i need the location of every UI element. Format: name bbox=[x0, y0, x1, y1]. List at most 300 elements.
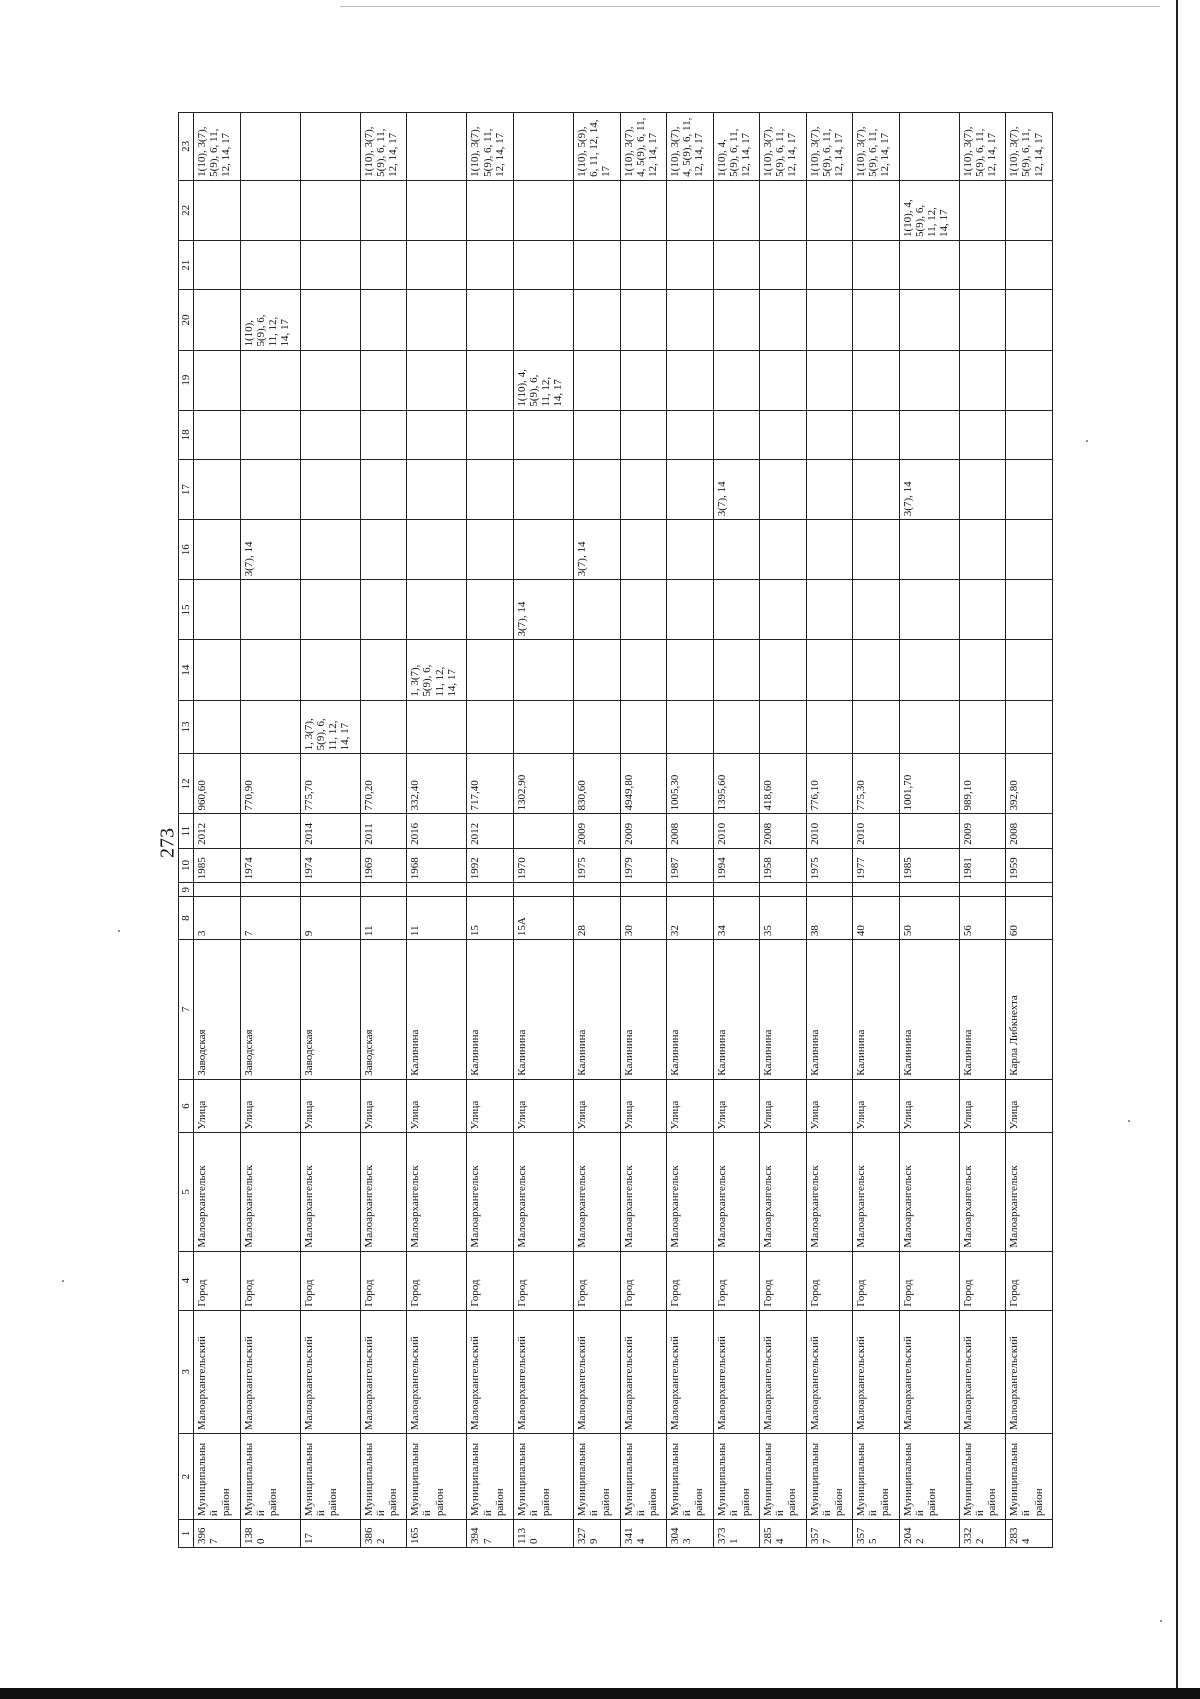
cell-col-21 bbox=[360, 240, 407, 289]
table-row bbox=[407, 113, 467, 1548]
cell-col-18 bbox=[667, 410, 714, 459]
cell-col-10: 1970 bbox=[513, 848, 573, 882]
cell-col-18 bbox=[407, 410, 467, 459]
cell-col-17: 3(7), 14 bbox=[713, 460, 760, 520]
cell-col-16 bbox=[620, 520, 667, 580]
column-number-7: 7 bbox=[179, 940, 194, 1080]
cell-col-9 bbox=[620, 883, 667, 897]
cell-col-5: Малоархангельск bbox=[300, 1133, 360, 1251]
cell-col-16: 3(7), 14 bbox=[574, 520, 621, 580]
cell-col-7: Заводская bbox=[360, 940, 407, 1080]
cell-col-22 bbox=[667, 180, 714, 240]
cell-col-10: 1987 bbox=[667, 848, 714, 882]
cell-col-12: 1001,70 bbox=[899, 754, 959, 814]
cell-col-13 bbox=[760, 700, 807, 754]
column-number-10: 10 bbox=[179, 848, 194, 882]
cell-col-21 bbox=[300, 240, 360, 289]
cell-col-21 bbox=[667, 240, 714, 289]
cell-col-14 bbox=[899, 640, 959, 700]
cell-col-13 bbox=[513, 700, 573, 754]
cell-col-4: Город bbox=[513, 1251, 573, 1310]
cell-col-5: Малоархангельск bbox=[467, 1133, 514, 1251]
cell-col-23: 1(10), 3(7), 5(9), 6, 11, 12, 14, 17 bbox=[806, 113, 853, 181]
cell-col-21 bbox=[240, 240, 300, 289]
cell-col-14 bbox=[853, 640, 900, 700]
cell-col-19 bbox=[959, 350, 1006, 410]
cell-col-10: 1968 bbox=[407, 848, 467, 882]
cell-col-1: 3279 bbox=[574, 1520, 621, 1548]
cell-col-5: Малоархангельск bbox=[1006, 1133, 1053, 1251]
cell-col-8: 30 bbox=[620, 897, 667, 940]
cell-col-23: 1(10), 3(7), 4, 5(9), 6, 11, 12, 14, 17 bbox=[667, 113, 714, 181]
cell-col-16: 3(7), 14 bbox=[240, 520, 300, 580]
cell-col-6: Улица bbox=[899, 1079, 959, 1133]
column-number-8: 8 bbox=[179, 897, 194, 940]
cell-col-11: 2009 bbox=[620, 814, 667, 848]
cell-col-22 bbox=[467, 180, 514, 240]
cell-col-12: 332,40 bbox=[407, 754, 467, 814]
table-row bbox=[667, 113, 714, 1548]
cell-col-7: Заводская bbox=[240, 940, 300, 1080]
cell-col-23 bbox=[300, 113, 360, 181]
cell-col-5: Малоархангельск bbox=[194, 1133, 241, 1251]
cell-col-3: Малоархангельский bbox=[574, 1310, 621, 1434]
cell-col-16 bbox=[853, 520, 900, 580]
cell-col-20 bbox=[620, 290, 667, 350]
cell-col-15 bbox=[574, 580, 621, 640]
cell-col-14 bbox=[760, 640, 807, 700]
cell-col-4: Город bbox=[574, 1251, 621, 1310]
cell-col-12: 392,80 bbox=[1006, 754, 1053, 814]
cell-col-23 bbox=[513, 113, 573, 181]
cell-col-8: 28 bbox=[574, 897, 621, 940]
cell-col-3: Малоархангельский bbox=[467, 1310, 514, 1434]
cell-col-8: 11 bbox=[360, 897, 407, 940]
cell-col-19 bbox=[806, 350, 853, 410]
cell-col-20 bbox=[899, 290, 959, 350]
cell-col-5: Малоархангельск bbox=[899, 1133, 959, 1251]
cell-col-11: 2009 bbox=[574, 814, 621, 848]
cell-col-6: Улица bbox=[240, 1079, 300, 1133]
cell-col-4: Город bbox=[806, 1251, 853, 1310]
cell-col-17 bbox=[194, 460, 241, 520]
table-body bbox=[194, 113, 1053, 1548]
cell-col-21 bbox=[713, 240, 760, 289]
cell-col-14 bbox=[360, 640, 407, 700]
cell-col-19 bbox=[1006, 350, 1053, 410]
cell-col-6: Улица bbox=[513, 1079, 573, 1133]
column-number-9: 9 bbox=[179, 883, 194, 897]
table-row bbox=[300, 113, 360, 1548]
column-number-6: 6 bbox=[179, 1079, 194, 1133]
cell-col-19 bbox=[240, 350, 300, 410]
cell-col-10: 1985 bbox=[899, 848, 959, 882]
cell-col-7: Калинина bbox=[620, 940, 667, 1080]
cell-col-15 bbox=[853, 580, 900, 640]
cell-col-8: 50 bbox=[899, 897, 959, 940]
cell-col-15 bbox=[407, 580, 467, 640]
cell-col-20 bbox=[853, 290, 900, 350]
cell-col-17 bbox=[467, 460, 514, 520]
table-row bbox=[574, 113, 621, 1548]
cell-col-5: Малоархангельск bbox=[713, 1133, 760, 1251]
cell-col-16 bbox=[194, 520, 241, 580]
cell-col-6: Улица bbox=[1006, 1079, 1053, 1133]
cell-col-1: 3414 bbox=[620, 1520, 667, 1548]
cell-col-2: Муниципальный район bbox=[806, 1434, 853, 1520]
cell-col-20: 1(10), 5(9), 6, 11, 12, 14, 17 bbox=[240, 290, 300, 350]
cell-col-18 bbox=[899, 410, 959, 459]
cell-col-14 bbox=[574, 640, 621, 700]
cell-col-9 bbox=[1006, 883, 1053, 897]
cell-col-1: 3577 bbox=[806, 1520, 853, 1548]
cell-col-1: 2834 bbox=[1006, 1520, 1053, 1548]
cell-col-19 bbox=[300, 350, 360, 410]
cell-col-22 bbox=[194, 180, 241, 240]
cell-col-1: 3043 bbox=[667, 1520, 714, 1548]
column-number-3: 3 bbox=[179, 1310, 194, 1434]
cell-col-5: Малоархангельск bbox=[360, 1133, 407, 1251]
cell-col-17 bbox=[360, 460, 407, 520]
cell-col-2: Муниципальный район bbox=[467, 1434, 514, 1520]
cell-col-1: 1130 bbox=[513, 1520, 573, 1548]
cell-col-10: 1974 bbox=[300, 848, 360, 882]
cell-col-16 bbox=[360, 520, 407, 580]
cell-col-1: 3862 bbox=[360, 1520, 407, 1548]
cell-col-7: Калинина bbox=[407, 940, 467, 1080]
cell-col-6: Улица bbox=[194, 1079, 241, 1133]
cell-col-9 bbox=[959, 883, 1006, 897]
cell-col-12: 1395,60 bbox=[713, 754, 760, 814]
cell-col-1: 3947 bbox=[467, 1520, 514, 1548]
cell-col-10: 1975 bbox=[574, 848, 621, 882]
cell-col-19: 1(10), 4, 5(9), 6, 11, 12, 14, 17 bbox=[513, 350, 573, 410]
cell-col-16 bbox=[713, 520, 760, 580]
cell-col-17 bbox=[959, 460, 1006, 520]
cell-col-13 bbox=[806, 700, 853, 754]
cell-col-19 bbox=[853, 350, 900, 410]
cell-col-9 bbox=[300, 883, 360, 897]
cell-col-16 bbox=[467, 520, 514, 580]
cell-col-4: Город bbox=[467, 1251, 514, 1310]
cell-col-20 bbox=[959, 290, 1006, 350]
cell-col-4: Город bbox=[853, 1251, 900, 1310]
cell-col-8: 32 bbox=[667, 897, 714, 940]
column-number-15: 15 bbox=[179, 580, 194, 640]
cell-col-14 bbox=[806, 640, 853, 700]
cell-col-6: Улица bbox=[667, 1079, 714, 1133]
cell-col-18 bbox=[713, 410, 760, 459]
cell-col-2: Муниципальный район bbox=[853, 1434, 900, 1520]
cell-col-11: 2014 bbox=[300, 814, 360, 848]
cell-col-18 bbox=[360, 410, 407, 459]
cell-col-15 bbox=[620, 580, 667, 640]
table-row bbox=[467, 113, 514, 1548]
cell-col-23: 1(10), 3(7), 5(9), 6, 11, 12, 14, 17 bbox=[760, 113, 807, 181]
cell-col-6: Улица bbox=[360, 1079, 407, 1133]
cell-col-15 bbox=[1006, 580, 1053, 640]
cell-col-19 bbox=[407, 350, 467, 410]
column-number-23: 23 bbox=[179, 113, 194, 181]
cell-col-16 bbox=[300, 520, 360, 580]
cell-col-22 bbox=[1006, 180, 1053, 240]
cell-col-20 bbox=[467, 290, 514, 350]
cell-col-16 bbox=[806, 520, 853, 580]
cell-col-14 bbox=[513, 640, 573, 700]
cell-col-14 bbox=[1006, 640, 1053, 700]
cell-col-1: 3731 bbox=[713, 1520, 760, 1548]
cell-col-18 bbox=[194, 410, 241, 459]
column-number-4: 4 bbox=[179, 1251, 194, 1310]
cell-col-7: Калинина bbox=[853, 940, 900, 1080]
cell-col-13 bbox=[667, 700, 714, 754]
cell-col-2: Муниципальный район bbox=[620, 1434, 667, 1520]
cell-col-16 bbox=[760, 520, 807, 580]
cell-col-8: 7 bbox=[240, 897, 300, 940]
cell-col-4: Город bbox=[899, 1251, 959, 1310]
cell-col-22 bbox=[713, 180, 760, 240]
cell-col-7: Калинина bbox=[467, 940, 514, 1080]
cell-col-13 bbox=[713, 700, 760, 754]
cell-col-1: 3967 bbox=[194, 1520, 241, 1548]
cell-col-13 bbox=[959, 700, 1006, 754]
column-number-5: 5 bbox=[179, 1133, 194, 1251]
scan-right-edge bbox=[1176, 0, 1178, 1699]
cell-col-21 bbox=[1006, 240, 1053, 289]
cell-col-11: 2008 bbox=[1006, 814, 1053, 848]
cell-col-20 bbox=[513, 290, 573, 350]
cell-col-23: 1(10), 3(7), 4, 5(9), 6, 11, 12, 14, 17 bbox=[620, 113, 667, 181]
cell-col-10: 1958 bbox=[760, 848, 807, 882]
cell-col-9 bbox=[760, 883, 807, 897]
cell-col-12: 1005,30 bbox=[667, 754, 714, 814]
cell-col-2: Муниципальный район bbox=[240, 1434, 300, 1520]
cell-col-14: 1, 3(7), 5(9), 6, 11, 12, 14, 17 bbox=[407, 640, 467, 700]
cell-col-20 bbox=[1006, 290, 1053, 350]
cell-col-8: 38 bbox=[806, 897, 853, 940]
cell-col-19 bbox=[667, 350, 714, 410]
cell-col-15 bbox=[194, 580, 241, 640]
cell-col-17: 3(7), 14 bbox=[899, 460, 959, 520]
column-number-19: 19 bbox=[179, 350, 194, 410]
cell-col-23: 1(10), 3(7), 5(9), 6, 11, 12, 14, 17 bbox=[360, 113, 407, 181]
cell-col-21 bbox=[959, 240, 1006, 289]
cell-col-16 bbox=[959, 520, 1006, 580]
cell-col-7: Заводская bbox=[194, 940, 241, 1080]
cell-col-11 bbox=[240, 814, 300, 848]
column-number-11: 11 bbox=[179, 814, 194, 848]
cell-col-21 bbox=[407, 240, 467, 289]
cell-col-22 bbox=[360, 180, 407, 240]
column-number-2: 2 bbox=[179, 1434, 194, 1520]
cell-col-3: Малоархангельский bbox=[853, 1310, 900, 1434]
cell-col-6: Улица bbox=[574, 1079, 621, 1133]
cell-col-23 bbox=[899, 113, 959, 181]
cell-col-12: 418,60 bbox=[760, 754, 807, 814]
cell-col-12: 960,60 bbox=[194, 754, 241, 814]
cell-col-19 bbox=[574, 350, 621, 410]
cell-col-8: 35 bbox=[760, 897, 807, 940]
cell-col-18 bbox=[620, 410, 667, 459]
cell-col-21 bbox=[194, 240, 241, 289]
table-row bbox=[240, 113, 300, 1548]
cell-col-23 bbox=[240, 113, 300, 181]
cell-col-2: Муниципальный район bbox=[959, 1434, 1006, 1520]
cell-col-3: Малоархангельский bbox=[959, 1310, 1006, 1434]
cell-col-9 bbox=[806, 883, 853, 897]
cell-col-16 bbox=[407, 520, 467, 580]
cell-col-3: Малоархангельский bbox=[620, 1310, 667, 1434]
cell-col-18 bbox=[300, 410, 360, 459]
cell-col-14 bbox=[959, 640, 1006, 700]
cell-col-11: 2012 bbox=[467, 814, 514, 848]
cell-col-21 bbox=[853, 240, 900, 289]
cell-col-9 bbox=[513, 883, 573, 897]
cell-col-15 bbox=[713, 580, 760, 640]
cell-col-1: 3322 bbox=[959, 1520, 1006, 1548]
cell-col-17 bbox=[513, 460, 573, 520]
cell-col-18 bbox=[760, 410, 807, 459]
cell-col-2: Муниципальный район bbox=[713, 1434, 760, 1520]
cell-col-20 bbox=[360, 290, 407, 350]
cell-col-20 bbox=[760, 290, 807, 350]
cell-col-17 bbox=[667, 460, 714, 520]
scan-top-edge bbox=[340, 6, 1160, 7]
cell-col-15 bbox=[899, 580, 959, 640]
cell-col-17 bbox=[620, 460, 667, 520]
cell-col-14 bbox=[467, 640, 514, 700]
table-row bbox=[713, 113, 760, 1548]
cell-col-14 bbox=[240, 640, 300, 700]
scan-speck bbox=[1160, 1620, 1162, 1622]
cell-col-3: Малоархангельский bbox=[360, 1310, 407, 1434]
cell-col-4: Город bbox=[620, 1251, 667, 1310]
cell-col-5: Малоархангельск bbox=[407, 1133, 467, 1251]
cell-col-1: 17 bbox=[300, 1520, 360, 1548]
cell-col-3: Малоархангельский bbox=[240, 1310, 300, 1434]
cell-col-9 bbox=[360, 883, 407, 897]
cell-col-13 bbox=[853, 700, 900, 754]
cell-col-4: Город bbox=[760, 1251, 807, 1310]
cell-col-7: Калинина bbox=[713, 940, 760, 1080]
cell-col-18 bbox=[240, 410, 300, 459]
cell-col-4: Город bbox=[360, 1251, 407, 1310]
cell-col-20 bbox=[806, 290, 853, 350]
cell-col-6: Улица bbox=[620, 1079, 667, 1133]
cell-col-3: Малоархангельский bbox=[760, 1310, 807, 1434]
cell-col-6: Улица bbox=[300, 1079, 360, 1133]
cell-col-11: 2009 bbox=[959, 814, 1006, 848]
cell-col-15 bbox=[360, 580, 407, 640]
cell-col-15 bbox=[806, 580, 853, 640]
cell-col-5: Малоархангельск bbox=[620, 1133, 667, 1251]
cell-col-5: Малоархангельск bbox=[574, 1133, 621, 1251]
table-row bbox=[959, 113, 1006, 1548]
cell-col-22 bbox=[574, 180, 621, 240]
cell-col-12: 1302,90 bbox=[513, 754, 573, 814]
cell-col-8: 15А bbox=[513, 897, 573, 940]
cell-col-22 bbox=[240, 180, 300, 240]
cell-col-19 bbox=[620, 350, 667, 410]
cell-col-13: 1, 3(7), 5(9), 6, 11, 12, 14, 17 bbox=[300, 700, 360, 754]
cell-col-10: 1969 bbox=[360, 848, 407, 882]
cell-col-15: 3(7), 14 bbox=[513, 580, 573, 640]
cell-col-6: Улица bbox=[407, 1079, 467, 1133]
cell-col-2: Муниципальный район bbox=[899, 1434, 959, 1520]
cell-col-20 bbox=[407, 290, 467, 350]
cell-col-7: Калинина bbox=[667, 940, 714, 1080]
cell-col-23: 1(10), 4, 5(9), 6, 11, 12, 14, 17 bbox=[713, 113, 760, 181]
column-number-row bbox=[179, 113, 194, 1548]
cell-col-7: Калинина bbox=[760, 940, 807, 1080]
cell-col-10: 1977 bbox=[853, 848, 900, 882]
cell-col-10: 1959 bbox=[1006, 848, 1053, 882]
registry-table-frame bbox=[178, 112, 1053, 1548]
cell-col-19 bbox=[899, 350, 959, 410]
cell-col-5: Малоархангельск bbox=[240, 1133, 300, 1251]
cell-col-3: Малоархангельский bbox=[806, 1310, 853, 1434]
cell-col-22 bbox=[407, 180, 467, 240]
cell-col-16 bbox=[899, 520, 959, 580]
cell-col-13 bbox=[240, 700, 300, 754]
cell-col-16 bbox=[513, 520, 573, 580]
cell-col-12: 717,40 bbox=[467, 754, 514, 814]
cell-col-23: 1(10), 3(7), 5(9), 6, 11, 12, 14, 17 bbox=[467, 113, 514, 181]
cell-col-9 bbox=[240, 883, 300, 897]
cell-col-23: 1(10), 3(7), 5(9), 6, 11, 12, 14, 17 bbox=[194, 113, 241, 181]
cell-col-13 bbox=[620, 700, 667, 754]
cell-col-5: Малоархангельск bbox=[760, 1133, 807, 1251]
cell-col-11: 2010 bbox=[806, 814, 853, 848]
cell-col-20 bbox=[194, 290, 241, 350]
cell-col-14 bbox=[667, 640, 714, 700]
cell-col-4: Город bbox=[1006, 1251, 1053, 1310]
cell-col-17 bbox=[240, 460, 300, 520]
cell-col-3: Малоархангельский bbox=[899, 1310, 959, 1434]
cell-col-8: 11 bbox=[407, 897, 467, 940]
table-row bbox=[853, 113, 900, 1548]
cell-col-14 bbox=[300, 640, 360, 700]
cell-col-12: 776,10 bbox=[806, 754, 853, 814]
cell-col-10: 1992 bbox=[467, 848, 514, 882]
cell-col-1: 2854 bbox=[760, 1520, 807, 1548]
cell-col-12: 775,30 bbox=[853, 754, 900, 814]
cell-col-3: Малоархангельский bbox=[407, 1310, 467, 1434]
cell-col-4: Город bbox=[959, 1251, 1006, 1310]
cell-col-14 bbox=[194, 640, 241, 700]
cell-col-4: Город bbox=[407, 1251, 467, 1310]
cell-col-8: 34 bbox=[713, 897, 760, 940]
cell-col-2: Муниципальный район bbox=[1006, 1434, 1053, 1520]
cell-col-2: Муниципальный район bbox=[760, 1434, 807, 1520]
cell-col-9 bbox=[574, 883, 621, 897]
cell-col-7: Карла Либкнехта bbox=[1006, 940, 1053, 1080]
cell-col-3: Малоархангельский bbox=[713, 1310, 760, 1434]
cell-col-12: 770,90 bbox=[240, 754, 300, 814]
cell-col-4: Город bbox=[300, 1251, 360, 1310]
cell-col-15 bbox=[467, 580, 514, 640]
cell-col-19 bbox=[360, 350, 407, 410]
cell-col-17 bbox=[760, 460, 807, 520]
cell-col-1: 2042 bbox=[899, 1520, 959, 1548]
cell-col-17 bbox=[574, 460, 621, 520]
column-number-21: 21 bbox=[179, 240, 194, 289]
cell-col-9 bbox=[407, 883, 467, 897]
table-row bbox=[360, 113, 407, 1548]
cell-col-6: Улица bbox=[713, 1079, 760, 1133]
scan-speck bbox=[62, 1280, 64, 1282]
cell-col-7: Заводская bbox=[300, 940, 360, 1080]
